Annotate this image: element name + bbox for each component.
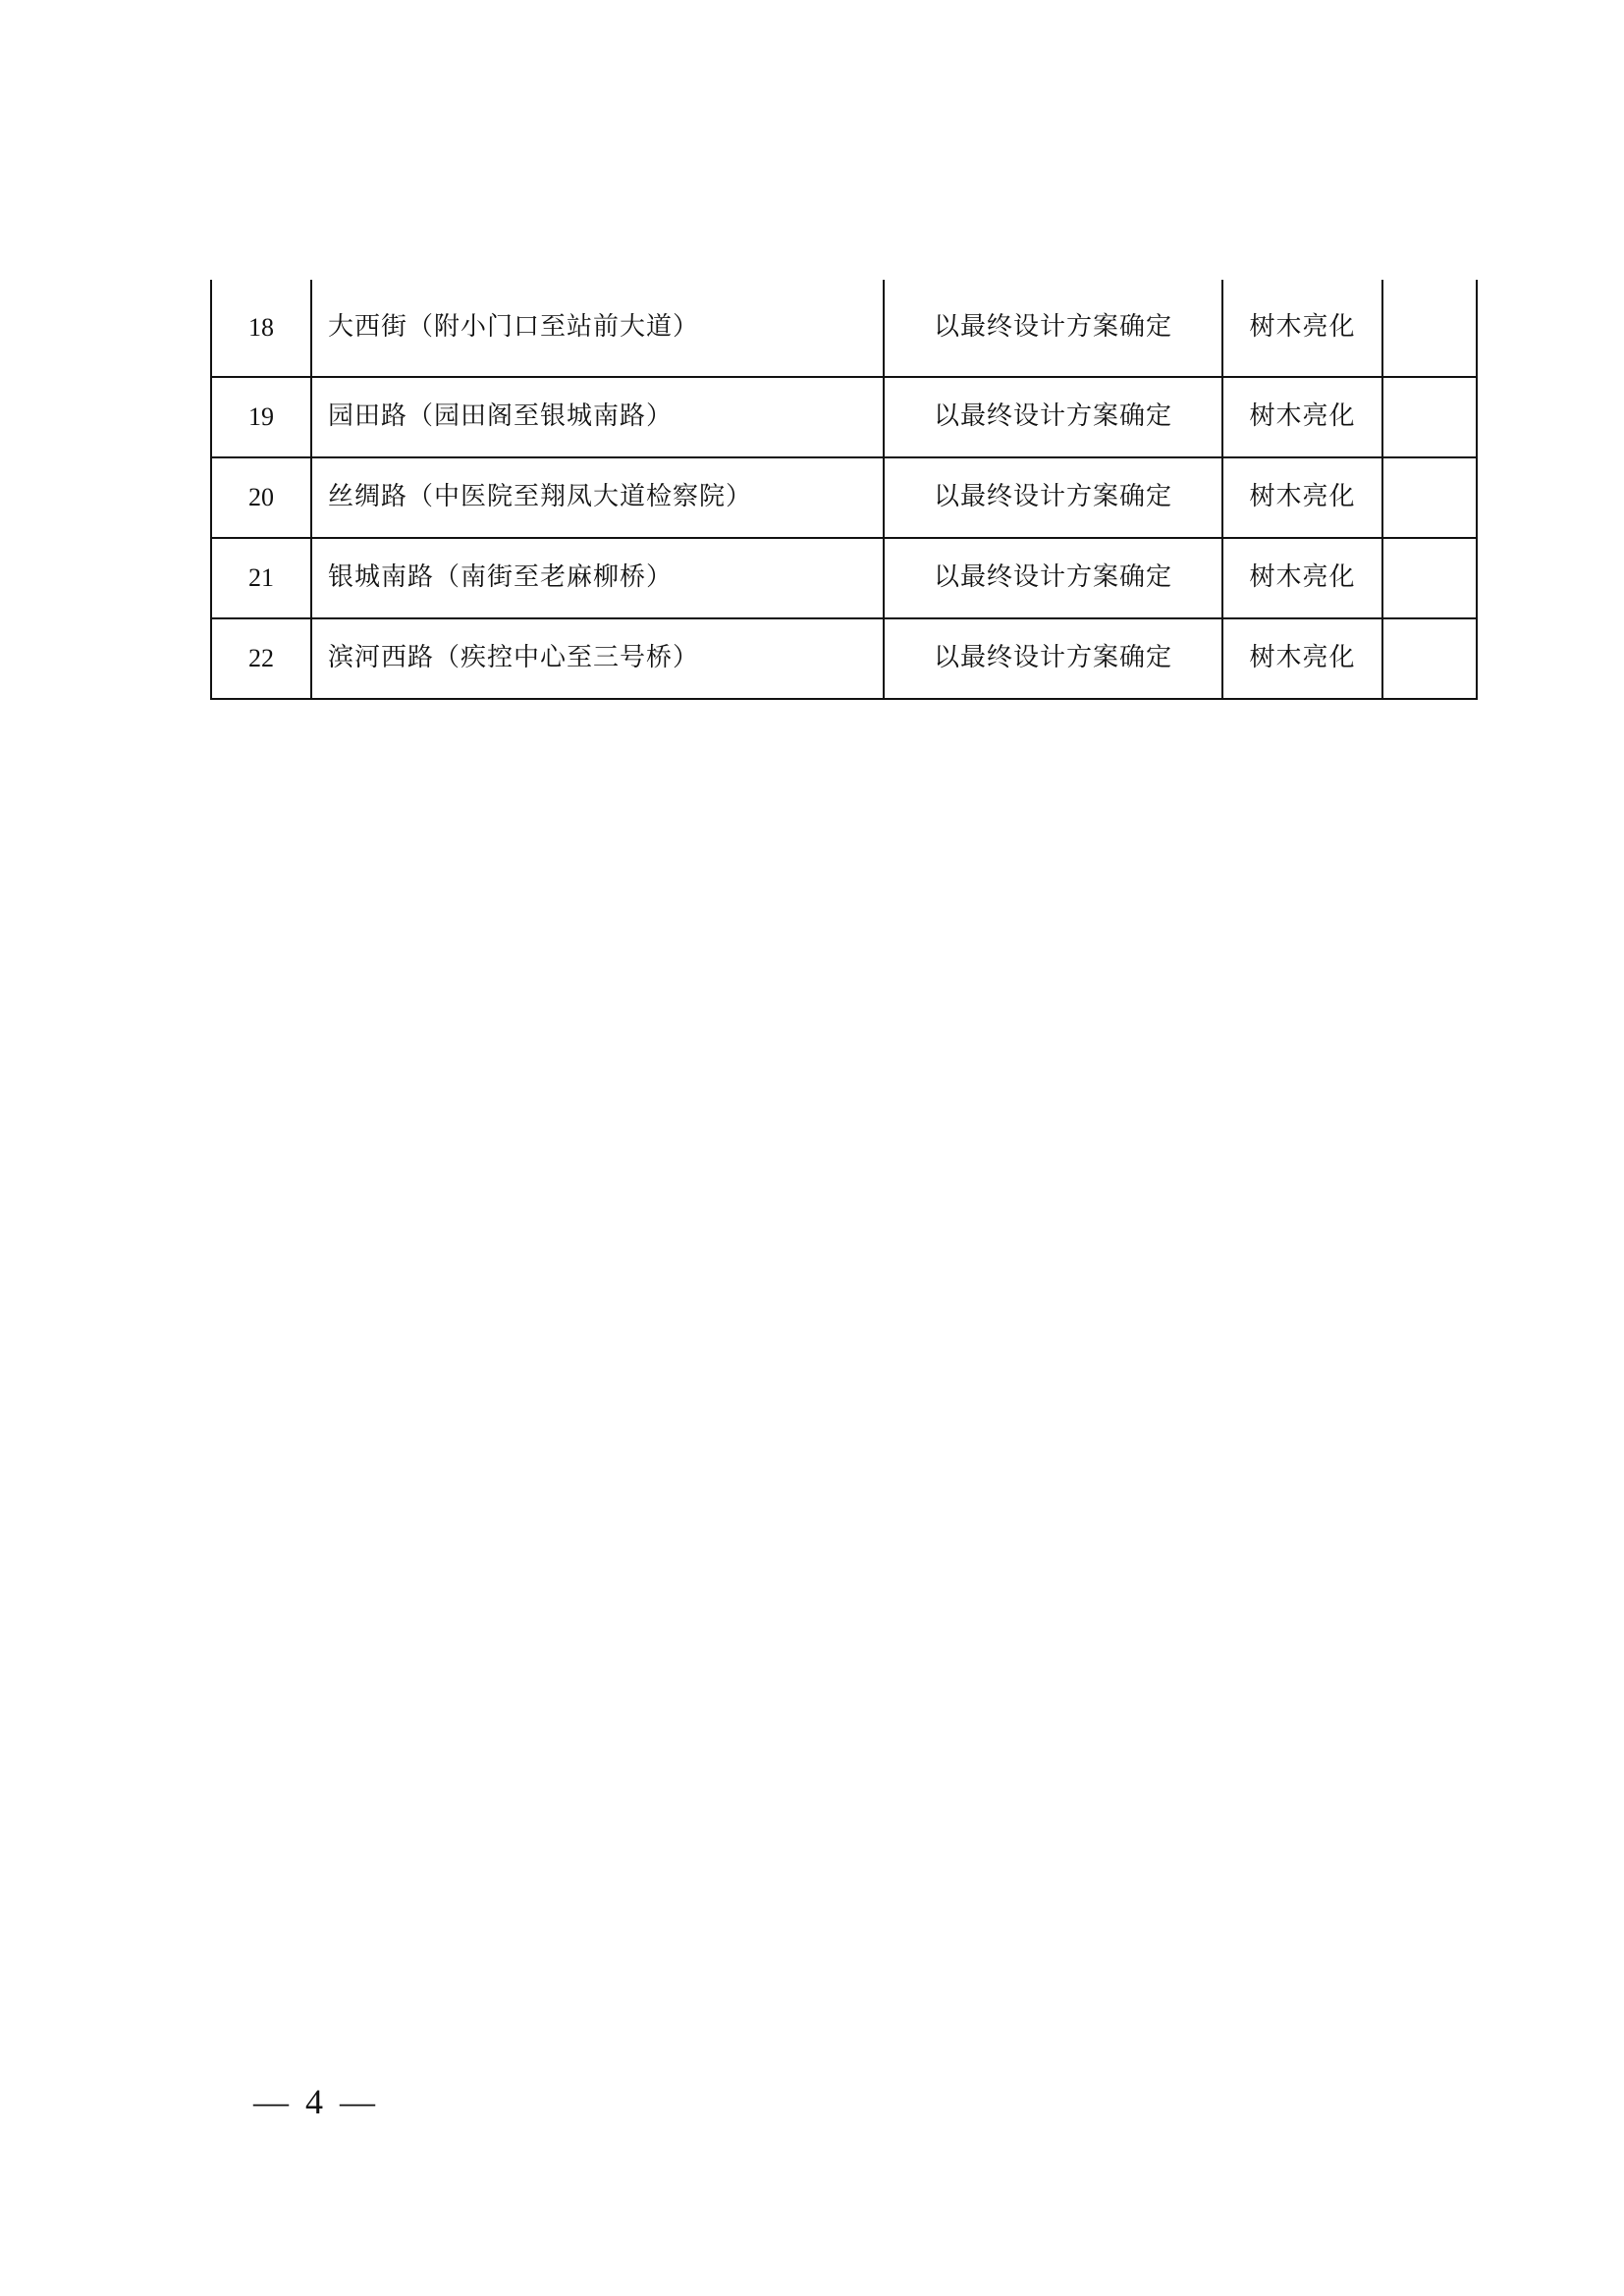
project-scope: 以最终设计方案确定 — [884, 377, 1222, 457]
table-row — [211, 457, 1477, 538]
project-scope: 以最终设计方案确定 — [884, 457, 1222, 538]
remarks-cell — [1382, 618, 1477, 699]
project-content: 树木亮化 — [1222, 457, 1382, 538]
row-number: 21 — [211, 538, 311, 618]
project-scope: 以最终设计方案确定 — [884, 280, 1222, 377]
road-section: 大西街（附小门口至站前大道） — [311, 280, 884, 377]
project-content: 树木亮化 — [1222, 538, 1382, 618]
road-section: 园田路（园田阁至银城南路） — [311, 377, 884, 457]
remarks-cell — [1382, 377, 1477, 457]
road-section: 银城南路（南街至老麻柳桥） — [311, 538, 884, 618]
row-number: 19 — [211, 377, 311, 457]
table-row — [211, 280, 1477, 377]
road-section: 滨河西路（疾控中心至三号桥） — [311, 618, 884, 699]
road-lighting-table — [210, 280, 1478, 700]
project-scope: 以最终设计方案确定 — [884, 618, 1222, 699]
table-row — [211, 618, 1477, 699]
page-number: — 4 — — [253, 2082, 379, 2121]
project-content: 树木亮化 — [1222, 377, 1382, 457]
remarks-cell — [1382, 457, 1477, 538]
remarks-cell — [1382, 280, 1477, 377]
road-section: 丝绸路（中医院至翔凤大道检察院） — [311, 457, 884, 538]
remarks-cell — [1382, 538, 1477, 618]
project-scope: 以最终设计方案确定 — [884, 538, 1222, 618]
project-content: 树木亮化 — [1222, 280, 1382, 377]
row-number: 20 — [211, 457, 311, 538]
row-number: 22 — [211, 618, 311, 699]
table-row — [211, 538, 1477, 618]
table-row — [211, 377, 1477, 457]
row-number: 18 — [211, 280, 311, 377]
project-content: 树木亮化 — [1222, 618, 1382, 699]
